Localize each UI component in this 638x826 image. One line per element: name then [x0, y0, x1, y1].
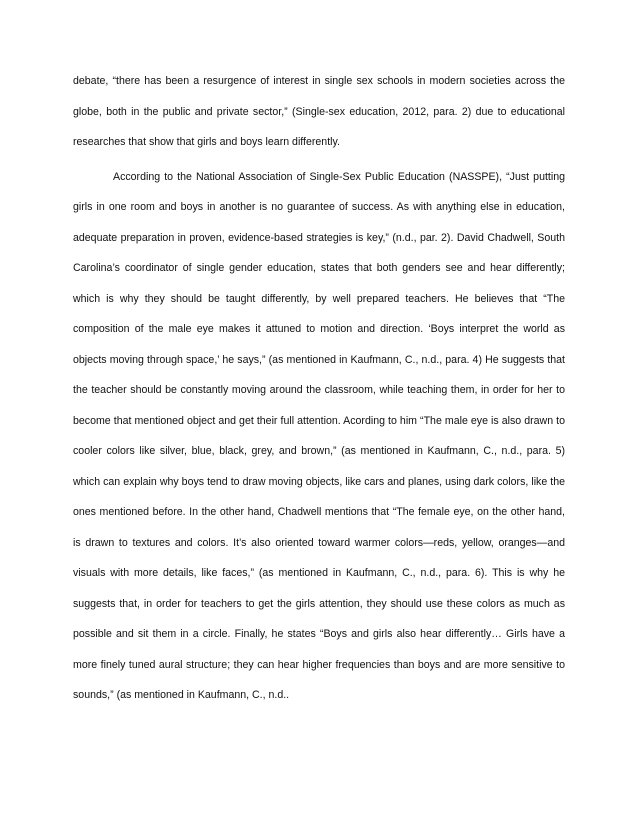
paragraph-2: According to the National Association of Single-Sex Public Education (NASSPE), “Just putting girls in one room and boys in another is no guarantee of success. As with anything else in education, adequate preparation in proven, evidence-based strategies is key,” (n.d., par. 2). David Chadwell, South Carolina’s coordinator of single gender education, states that both genders see and hear differently; which is why they should be taught differently, by well prepared teachers. He believes that “The composition of the male eye makes it attuned to motion and direction. ‘Boys interpret the world as objects moving through space,’ he says,” (as mentioned in Kaufmann, C., n.d., para. 4) He suggests that the teacher should be constantly moving around the classroom, while teaching them, in order for her to become that mentioned object and get their full attention. Acording to him “The male eye is also drawn to cooler colors like silver, blue, black, grey, and brown,” (as mentioned in Kaufmann, C., n.d., para. 5) which can explain why boys tend to draw moving objects, like cars and planes, using dark colors, like the ones mentioned before. In the other hand, Chadwell mentions that “The female eye, on the other hand, is drawn to textures and colors. It’s also oriented toward warmer colors—reds, yellow, oranges—and visuals with more details, like faces,” (as mentioned in Kaufmann, C., n.d., para. 6). This is why he suggests that, in order for teachers to get the girls attention, they should use these colors as much as possible and sit them in a circle. Finally, he states “Boys and girls also hear differently… Girls have a more finely tuned aural structure; they can hear higher frequencies than boys and are more sensitive to sounds,” (as mentioned in Kaufmann, C., n.d..: [73, 170, 565, 701]
body-text: [73, 66, 565, 711]
paragraph-1: debate, “there has been a resurgence of interest in single sex schools in modern societies across the globe, both in the public and private sector,” (Single-sex education, 2012, para. 2) due to educational researches that show that girls and boys learn differently.: [73, 75, 565, 148]
